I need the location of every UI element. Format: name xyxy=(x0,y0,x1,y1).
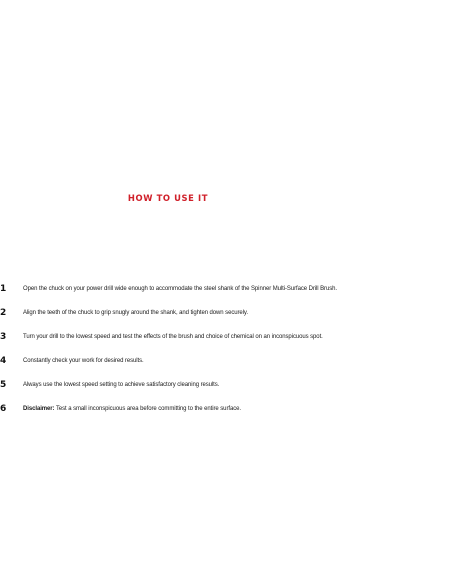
instruction-step-5 xyxy=(0,377,452,393)
instruction-step-4 xyxy=(0,353,452,369)
step-text: Open the chuck on your power drill wide enough to accommodate the steel shank of the Spinner Multi-Surface Drill Brush. xyxy=(23,286,337,292)
step-text: Align the teeth of the chuck to grip snugly around the shank, and tighten down securely. xyxy=(23,310,248,316)
step-number: 6 xyxy=(0,404,7,414)
instruction-step-6 xyxy=(0,401,452,417)
disclaimer-text: Test a small inconspicuous area before committing to the entire surface. xyxy=(54,406,241,412)
instructions-list xyxy=(0,281,452,425)
step-text xyxy=(23,401,241,417)
step-number: 2 xyxy=(0,308,7,318)
instruction-step-1 xyxy=(0,281,452,297)
step-number: 1 xyxy=(0,284,7,294)
instruction-step-2 xyxy=(0,305,452,321)
step-text: Turn your drill to the lowest speed and test the effects of the brush and choice of chemical on an inconspicuous spot. xyxy=(23,334,323,340)
instruction-step-3 xyxy=(0,329,452,345)
section-title: HOW TO USE IT xyxy=(127,193,209,203)
disclaimer-label: Disclaimer: xyxy=(23,406,55,412)
step-number: 5 xyxy=(0,380,7,390)
step-number: 4 xyxy=(0,356,7,366)
step-number: 3 xyxy=(0,332,7,342)
step-text: Always use the lowest speed setting to achieve satisfactory cleaning results. xyxy=(23,382,220,388)
step-text: Constantly check your work for desired results. xyxy=(23,358,144,364)
